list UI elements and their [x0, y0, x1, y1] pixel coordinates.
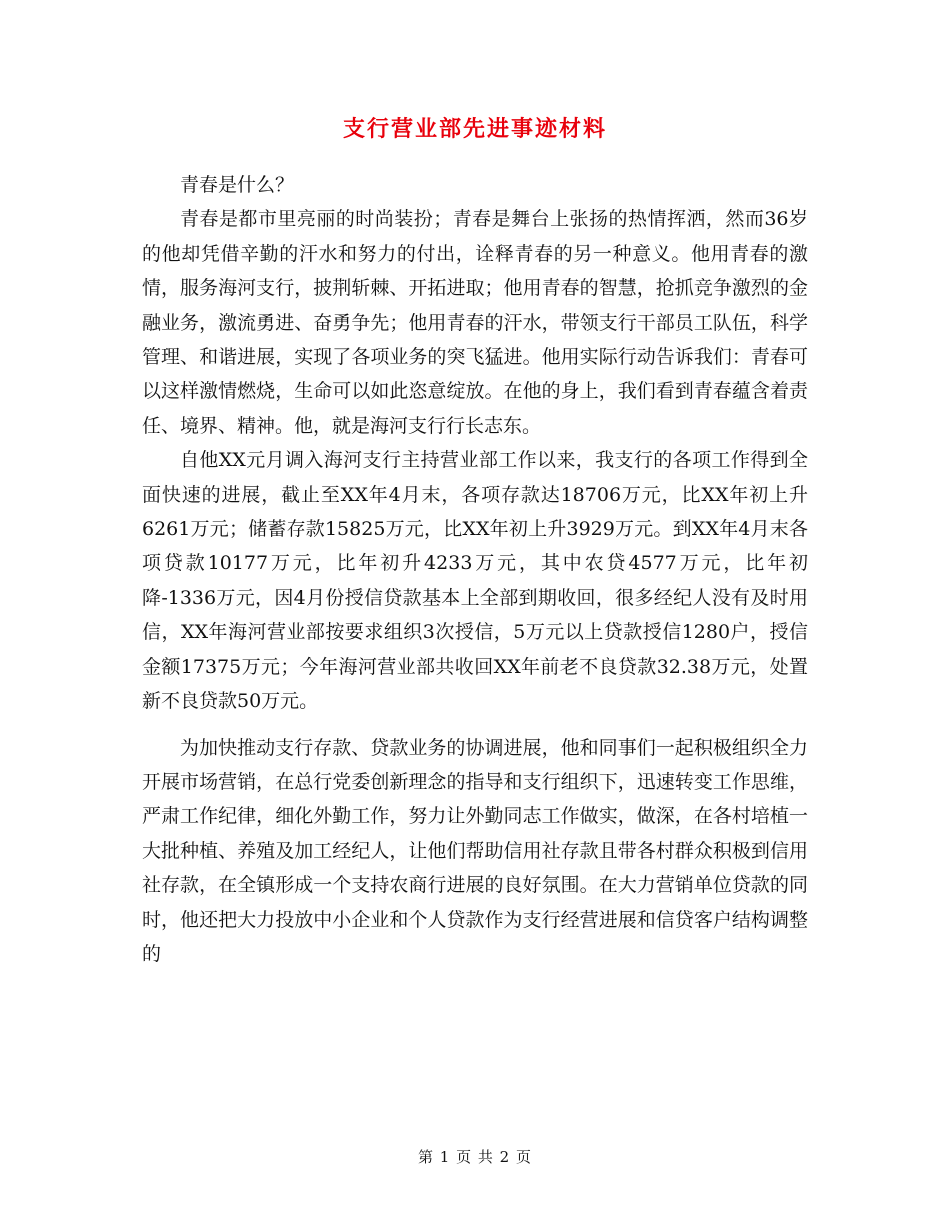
page-number: 第 1 页 共 2 页 [418, 1148, 532, 1166]
paragraph-marketing: 为加快推动支行存款、贷款业务的协调进展，他和同事们一起积极组织全力开展市场营销，在总行党委创新理念的指导和支行组织下，迅速转变工作思维，严肃工作纪律，细化外勤工作，努力让外勤同志工作做实，做深，在各村培植一大批种植、养殖及加工经纪人，让他们帮助信用社存款且带各村群众积极到信用社存款，在全镇形成一个支持农商行进展的良好氛围。在大力营销单位贷款的同时，他还把大力投放中小企业和个人贷款作为支行经营进展和信贷客户结构调整的 [142, 736, 808, 965]
document-title: 支行营业部先进事迹材料 [342, 116, 607, 142]
paragraph-question: 青春是什么？ [180, 174, 295, 196]
paragraph-youth-intro: 青春是都市里亮丽的时尚装扮；青春是舞台上张扬的热情挥洒，然而36岁的他却凭借辛勤的汗水和努力的付出，诠释青春的另一种意义。他用青春的激情，服务海河支行，披荆斩棘、开拓进取；他用青春的智慧，抢抓竞争激烈的金融业务，激流勇进、奋勇争先；他用青春的汗水，带领支行干部员工队伍，科学管理、和谐进展，实现了各项业务的突飞猛进。他用实际行动告诉我们：青春可以这样激情燃烧，生命可以如此恣意绽放。在他的身上，我们看到青春蕴含着责任、境界、精神。他，就是海河支行行长志东。 [142, 208, 808, 437]
paragraph-performance: 自他XX元月调入海河支行主持营业部工作以来，我支行的各项工作得到全面快速的进展，截止至XX年4月末，各项存款达18706万元，比XX年初上升6261万元；储蓄存款15825万元，比XX年初上升3929万元。到XX年4月末各项贷款10177万元，比年初升4233万元，其中农贷4577万元，比年初降-1336万元，因4月份授信贷款基本上全部到期收回，很多经纪人没有及时用信，XX年海河营业部按要求组织3次授信，5万元以上贷款授信1280户，授信金额17375万元；今年海河营业部共收回XX年前老不良贷款32.38万元，处置新不良贷款50万元。 [142, 449, 808, 713]
document-body [142, 168, 808, 971]
